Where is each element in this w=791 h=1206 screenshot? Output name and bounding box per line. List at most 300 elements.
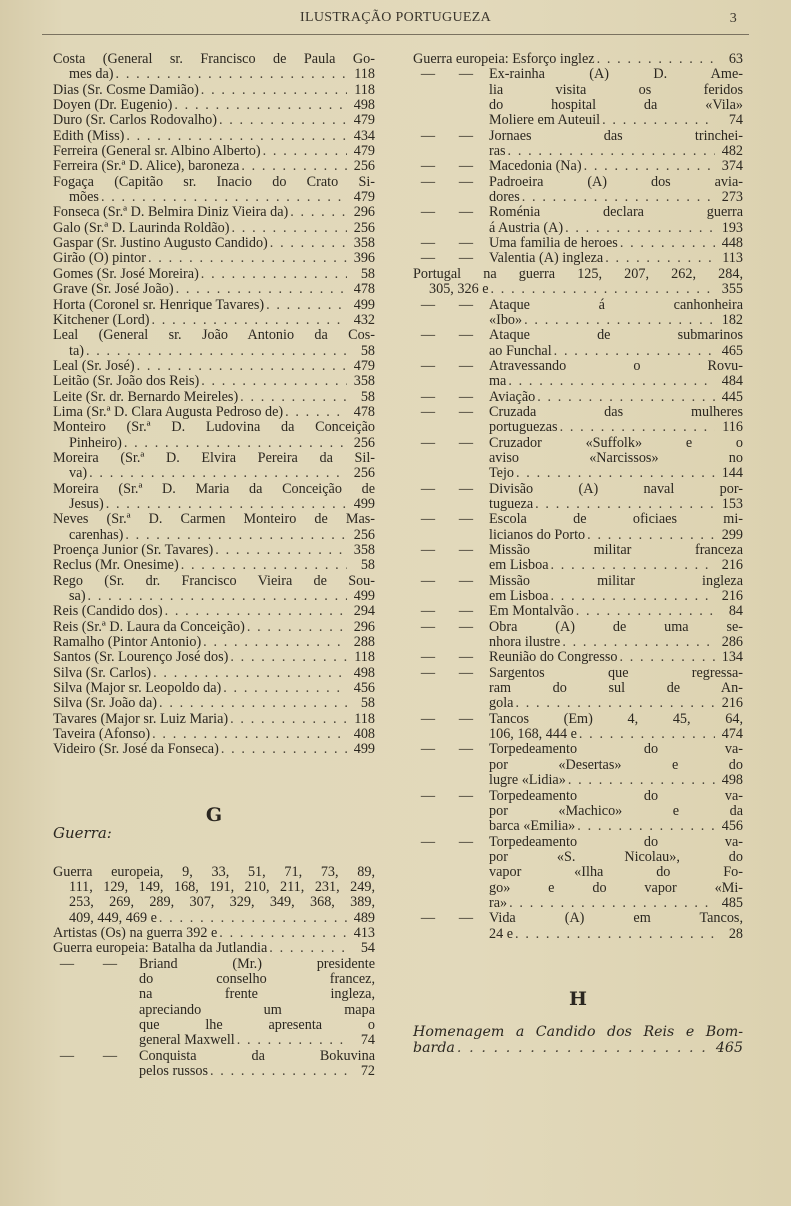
entry-last-line <box>489 221 743 236</box>
page-ref: 484 <box>721 373 743 390</box>
leader-dots <box>551 558 716 573</box>
ditto-mark: — <box>420 710 436 727</box>
ditto-mark: — <box>458 910 474 927</box>
left-column <box>53 52 375 1079</box>
ditto-mark: — <box>420 173 436 190</box>
leader-dots <box>159 696 347 711</box>
entry-last-line <box>53 681 375 696</box>
page-ref: 118 <box>354 81 375 98</box>
index-subentry <box>413 789 743 835</box>
guerra-subentries <box>53 957 375 1080</box>
entry-last-line <box>489 420 743 435</box>
entry-text: «Ibo» <box>489 311 523 328</box>
leader-dots <box>125 528 347 543</box>
index-entry <box>53 451 375 482</box>
entry-text-line: Homenagem a Candido dos Reis e Bom- <box>413 1024 743 1041</box>
entry-text: Reclus (Mr. Onesime) <box>53 557 179 574</box>
subentry-body <box>489 129 743 160</box>
entry-last-line <box>53 666 375 681</box>
index-entry <box>53 221 375 236</box>
ditto-mark: — <box>458 480 474 497</box>
leader-dots <box>174 98 347 113</box>
entry-text: Silva (Major sr. Leopoldo da) <box>53 680 222 697</box>
entry-last-line <box>53 67 375 82</box>
leader-dots <box>562 635 715 650</box>
index-subentry <box>413 512 743 543</box>
entry-last-line <box>53 344 375 359</box>
page-ref: 489 <box>353 909 375 926</box>
page-ref: 432 <box>353 311 375 328</box>
entry-text: Jesus) <box>69 495 104 512</box>
entry-text: Grave (Sr. José João) <box>53 281 174 298</box>
ditto-mark: — <box>420 741 436 758</box>
entry-text-line: Ataque de submarinos <box>489 327 743 344</box>
entry-last-line <box>53 113 375 128</box>
page-ref: 58 <box>360 342 375 359</box>
index-entry <box>53 205 375 220</box>
leader-dots <box>89 466 347 481</box>
leader-dots <box>219 926 347 941</box>
entry-text: va) <box>69 465 88 482</box>
entry-text-line: Vida (A) em Tancos, <box>489 910 743 927</box>
entry-text-line: Portugal na guerra 125, 207, 262, 284, <box>413 265 743 282</box>
entry-text: Ramalho (Pintor Antonio) <box>53 634 202 651</box>
entry-last-line <box>53 727 375 742</box>
ditto-mark: — <box>458 511 474 528</box>
index-entry <box>53 727 375 742</box>
entry-last-line <box>489 374 743 389</box>
entry-last-line <box>489 497 743 512</box>
entry-text-line: Moreira (Sr.ª D. Maria da Conceição de <box>53 480 375 497</box>
artistas-entry <box>53 926 375 941</box>
ditto-mark: — <box>420 833 436 850</box>
page-ref: 118 <box>354 66 375 83</box>
entry-text: Doyen (Dr. Eugenio) <box>53 97 173 114</box>
ditto-mark: — <box>458 357 474 374</box>
leader-dots <box>137 359 347 374</box>
entry-last-line <box>53 236 375 251</box>
entry-last-line <box>413 52 743 67</box>
leader-dots <box>587 528 715 543</box>
right-column <box>413 52 743 1056</box>
entry-text: lugre «Lidia» <box>489 772 566 789</box>
ditto-mark: — <box>420 434 436 451</box>
index-subentry <box>413 175 743 206</box>
ditto-mark: — <box>420 296 436 313</box>
leader-dots <box>509 896 715 911</box>
entry-text: Kitchener (Lord) <box>53 311 150 328</box>
page-ref: 498 <box>353 664 375 681</box>
index-subentry <box>413 911 743 942</box>
entry-last-line <box>489 251 743 266</box>
leader-dots <box>223 681 347 696</box>
entry-last-line <box>489 896 743 911</box>
leader-dots <box>579 727 715 742</box>
subentry-body <box>489 742 743 788</box>
entry-text: Leitão (Sr. João dos Reis) <box>53 373 200 390</box>
entry-text: ta) <box>69 342 84 359</box>
entry-text: Silva (Sr. Carlos) <box>53 664 152 681</box>
page-ref: 63 <box>728 51 743 67</box>
entry-text: Reis (Sr.ª D. Laura da Conceição) <box>53 618 245 635</box>
entry-last-line <box>53 604 375 619</box>
index-entry <box>53 175 375 206</box>
entry-last-line <box>53 466 375 481</box>
entry-last-line <box>53 436 375 451</box>
page-ref: 465 <box>715 1039 743 1056</box>
leader-dots <box>247 620 347 635</box>
entry-last-line <box>413 282 743 297</box>
index-entry <box>53 574 375 605</box>
entry-last-line <box>489 390 743 405</box>
page-ref: 256 <box>353 465 375 482</box>
leader-dots <box>508 144 715 159</box>
leader-dots <box>201 83 347 98</box>
entry-text-line: Guerra europeia, 9, 33, 51, 71, 73, 89, <box>53 863 375 880</box>
entry-last-line <box>53 696 375 711</box>
index-entry <box>53 696 375 711</box>
leader-dots <box>241 159 347 174</box>
guerra-main-entry <box>53 865 375 926</box>
index-subentry <box>413 712 743 743</box>
index-entry <box>53 144 375 159</box>
leader-dots <box>152 727 347 742</box>
page-ref: 413 <box>353 924 375 941</box>
leader-dots <box>240 390 347 405</box>
page-ref: 193 <box>721 219 743 236</box>
leader-dots <box>230 712 347 727</box>
ditto-mark: — <box>420 664 436 681</box>
ditto-mark: — <box>458 649 474 666</box>
index-subentry <box>413 650 743 665</box>
ditto-mark: — <box>458 710 474 727</box>
entry-text-line: Briand (Mr.) presidente <box>139 955 375 972</box>
leader-dots <box>508 374 715 389</box>
page-ref: 288 <box>353 634 375 651</box>
entry-text-line: ram do sul de An- <box>489 680 743 697</box>
subentry-body <box>489 67 743 128</box>
page-ref: 113 <box>722 250 743 267</box>
entry-text-line: Cruzador «Suffolk» e o <box>489 434 743 451</box>
leader-dots <box>201 267 347 282</box>
entry-text: Leal (Sr. José) <box>53 357 135 374</box>
entry-text: Dias (Sr. Cosme Damião) <box>53 81 199 98</box>
entry-text-line: Cruzada das mulheres <box>489 403 743 420</box>
entry-text-line: aviso «Narcissos» no <box>489 449 743 466</box>
entry-text: ra» <box>489 894 508 911</box>
index-entry <box>53 98 375 113</box>
page-ref: 118 <box>354 649 375 666</box>
page-ref: 498 <box>353 97 375 114</box>
page-ref: 286 <box>721 634 743 651</box>
leader-dots <box>263 144 347 159</box>
subentry-body <box>489 328 743 359</box>
leader-dots <box>116 67 347 82</box>
entry-last-line <box>53 497 375 512</box>
ditto-mark: — <box>420 603 436 620</box>
page-ref: 296 <box>353 204 375 221</box>
entry-text: Guerra europeia: Batalha da Jutlandia <box>53 940 268 957</box>
entry-text: Uma familia de heroes <box>489 235 618 252</box>
ditto-mark: — <box>458 618 474 635</box>
ditto-mark: — <box>420 511 436 528</box>
index-subentry <box>413 251 743 266</box>
ditto-mark: — <box>420 910 436 927</box>
ditto-mark: — <box>458 787 474 804</box>
page-header <box>0 10 791 34</box>
section-title-guerra: Guerra: <box>53 823 112 842</box>
guerra-subentries-right <box>413 67 743 266</box>
ditto-mark: — <box>458 127 474 144</box>
entry-last-line <box>53 313 375 328</box>
esforco-entry <box>413 52 743 67</box>
entry-text-line: Leal (General sr. João Antonio da Cos- <box>53 327 375 344</box>
entry-text-line: go» e do vapor «Mi- <box>489 879 743 896</box>
ditto-mark: — <box>458 327 474 344</box>
page-ref: 478 <box>353 281 375 298</box>
subentry-body <box>489 835 743 912</box>
entry-last-line <box>489 113 743 128</box>
entry-last-line <box>53 620 375 635</box>
entry-last-line <box>53 221 375 236</box>
ditto-mark: — <box>420 480 436 497</box>
subentry-body <box>489 712 743 743</box>
entry-last-line <box>53 543 375 558</box>
entry-text-line: do conselho francez, <box>139 970 375 987</box>
ditto-mark: — <box>458 833 474 850</box>
entry-last-line <box>489 236 743 251</box>
batalha-entry <box>53 941 375 956</box>
page-ref: 256 <box>353 219 375 236</box>
subentry-body <box>489 512 743 543</box>
entry-text: barca «Emilia» <box>489 818 576 835</box>
page-ref: 74 <box>728 112 743 129</box>
entry-text: Tejo <box>489 465 515 482</box>
leader-dots <box>210 1064 347 1079</box>
leader-dots <box>165 604 347 619</box>
entry-text-line: Torpedeamento do va- <box>489 741 743 758</box>
ditto-mark: — <box>458 603 474 620</box>
ditto-mark: — <box>420 235 436 252</box>
index-entry <box>53 282 375 297</box>
index-entry <box>53 742 375 757</box>
entry-text: 305, 326 e <box>429 281 489 298</box>
index-entry <box>53 482 375 513</box>
ditto-mark: — <box>420 787 436 804</box>
subentry-body <box>489 159 743 174</box>
leader-dots <box>515 927 715 942</box>
subentry-body <box>489 359 743 390</box>
entry-text-line: do hospital da «Vila» <box>489 97 743 114</box>
index-subentry <box>413 574 743 605</box>
page-ref: 499 <box>353 588 375 605</box>
entry-last-line <box>53 926 375 941</box>
entry-text: licianos do Porto <box>489 526 586 543</box>
page-ref: 58 <box>360 695 375 712</box>
page-ref: 84 <box>728 603 743 620</box>
entry-text: ao Funchal <box>489 342 552 359</box>
leader-dots <box>86 344 347 359</box>
leader-dots <box>148 251 347 266</box>
index-subentry <box>413 436 743 482</box>
leader-dots <box>201 374 347 389</box>
ditto-mark: — <box>458 250 474 267</box>
entry-text-line: Fogaça (Capitão sr. Inacio do Crato Si- <box>53 173 375 190</box>
ditto-mark: — <box>458 173 474 190</box>
entry-text-line: Ex-rainha (A) D. Ame- <box>489 66 743 83</box>
page-ref: 256 <box>353 526 375 543</box>
index-subentry <box>413 390 743 405</box>
page-ref: 28 <box>728 925 743 942</box>
entry-text-line: Sargentos que regressa- <box>489 664 743 681</box>
page-ref: 465 <box>721 342 743 359</box>
ditto-mark: — <box>458 204 474 221</box>
page-number: 3 <box>729 11 737 26</box>
entry-last-line <box>53 190 375 205</box>
page-ref: 482 <box>721 143 743 160</box>
index-subentry <box>413 236 743 251</box>
subentry-body <box>489 543 743 574</box>
leader-dots <box>285 405 347 420</box>
leader-dots <box>554 344 715 359</box>
subentry-body <box>139 957 375 1049</box>
leader-dots <box>620 236 715 251</box>
entry-text: Moliere em Auteuil <box>489 112 601 129</box>
entry-text-line: lia visita os feridos <box>489 81 743 98</box>
subentry-body <box>489 666 743 712</box>
leader-dots <box>535 497 715 512</box>
entry-text-line: Tancos (Em) 4, 45, 64, <box>489 710 743 727</box>
entry-text-line: Torpedeamento do va- <box>489 787 743 804</box>
subentry-body <box>489 911 743 942</box>
index-entry <box>413 1025 743 1056</box>
index-subentry <box>413 328 743 359</box>
index-subentry <box>413 620 743 651</box>
entry-last-line <box>139 1033 375 1048</box>
leader-dots <box>597 52 715 67</box>
index-entry <box>413 52 743 67</box>
section-letter-g: G <box>205 803 223 826</box>
index-entry <box>53 113 375 128</box>
page-ref: 408 <box>353 726 375 743</box>
leader-dots <box>270 236 347 251</box>
leader-dots <box>181 558 347 573</box>
subentry-body <box>489 236 743 251</box>
entry-text: dores <box>489 189 520 206</box>
index-entry <box>53 941 375 956</box>
index-subentry <box>53 1049 375 1080</box>
ditto-mark: — <box>102 955 118 972</box>
leader-dots <box>232 221 348 236</box>
entry-text: portuguezas <box>489 419 558 436</box>
ditto-mark: — <box>458 235 474 252</box>
page-ref: 134 <box>721 649 743 666</box>
page-ref: 355 <box>721 281 743 298</box>
entry-text: Tavares (Major sr. Luiz Maria) <box>53 710 229 727</box>
entry-last-line <box>53 390 375 405</box>
index-entry <box>53 129 375 144</box>
ditto-mark: — <box>458 403 474 420</box>
entry-text: Ferreira (Sr.ª D. Alice), baroneza <box>53 158 240 175</box>
entry-last-line <box>413 1041 743 1056</box>
leader-dots <box>176 282 347 297</box>
entry-last-line <box>489 466 743 481</box>
ditto-mark: — <box>458 158 474 175</box>
leader-dots <box>537 390 715 405</box>
page-ref: 294 <box>353 603 375 620</box>
entry-last-line <box>53 650 375 665</box>
entry-last-line <box>489 819 743 834</box>
index-entry <box>53 405 375 420</box>
entry-text: tugueza <box>489 495 534 512</box>
ditto-mark: — <box>458 741 474 758</box>
ditto-mark: — <box>458 664 474 681</box>
leader-dots <box>152 313 347 328</box>
page-ref: 499 <box>353 495 375 512</box>
portugal-entry <box>413 267 743 298</box>
entry-text: Santos (Sr. Lourenço José dos) <box>53 649 229 666</box>
entry-text: Galo (Sr.ª D. Laurinda Roldão) <box>53 219 230 236</box>
entry-text-line: Monteiro (Sr.ª D. Ludovina da Conceição <box>53 419 375 436</box>
entry-last-line <box>489 558 743 573</box>
entry-last-line <box>53 282 375 297</box>
leader-dots <box>457 1041 714 1056</box>
entry-text: Artistas (Os) na guerra 392 e <box>53 924 218 941</box>
leader-dots <box>215 543 347 558</box>
entry-text: barda <box>413 1039 455 1056</box>
entry-text-line: 253, 269, 289, 307, 329, 349, 368, 389, <box>69 894 375 911</box>
ditto-mark: — <box>458 296 474 313</box>
entry-text: em Lisboa <box>489 588 549 605</box>
entry-text: mes da) <box>69 66 114 83</box>
entry-text-line: 111, 129, 149, 168, 191, 210, 211, 231, 249, <box>69 878 375 895</box>
entry-text: Horta (Coronel sr. Henrique Tavares) <box>53 296 265 313</box>
page-ref: 498 <box>721 772 743 789</box>
index-entry <box>53 390 375 405</box>
entry-last-line <box>53 205 375 220</box>
entry-last-line <box>53 144 375 159</box>
entry-text-line: por «Desertas» e do <box>489 756 743 773</box>
entry-text: Pinheiro) <box>69 434 122 451</box>
index-subentry <box>413 742 743 788</box>
page-ref: 479 <box>353 189 375 206</box>
entry-last-line <box>53 159 375 174</box>
page-ref: 456 <box>721 818 743 835</box>
ditto-mark: — <box>420 66 436 83</box>
entry-text: Girão (O) pintor <box>53 250 146 267</box>
leader-dots <box>560 420 715 435</box>
entry-text: Proença Junior (Sr. Tavares) <box>53 542 214 558</box>
entry-text: Leite (Sr. dr. Bernardo Meireles) <box>53 388 239 405</box>
entry-last-line <box>53 251 375 266</box>
subentry-body <box>489 175 743 206</box>
index-subentry <box>413 405 743 436</box>
index-subentry <box>413 205 743 236</box>
entry-text: á Austria (A) <box>489 219 564 236</box>
subentry-body <box>489 574 743 605</box>
leader-dots <box>153 666 347 681</box>
index-entry <box>53 328 375 359</box>
page-ref: 118 <box>354 710 375 727</box>
subentry-body <box>139 1049 375 1080</box>
leader-dots <box>266 298 347 313</box>
entry-text-line: por «Machico» e da <box>489 802 743 819</box>
index-subentry <box>53 957 375 1049</box>
page-ref: 358 <box>353 373 375 390</box>
leader-dots <box>269 941 347 956</box>
leader-dots <box>106 497 347 512</box>
subentry-body <box>489 482 743 513</box>
